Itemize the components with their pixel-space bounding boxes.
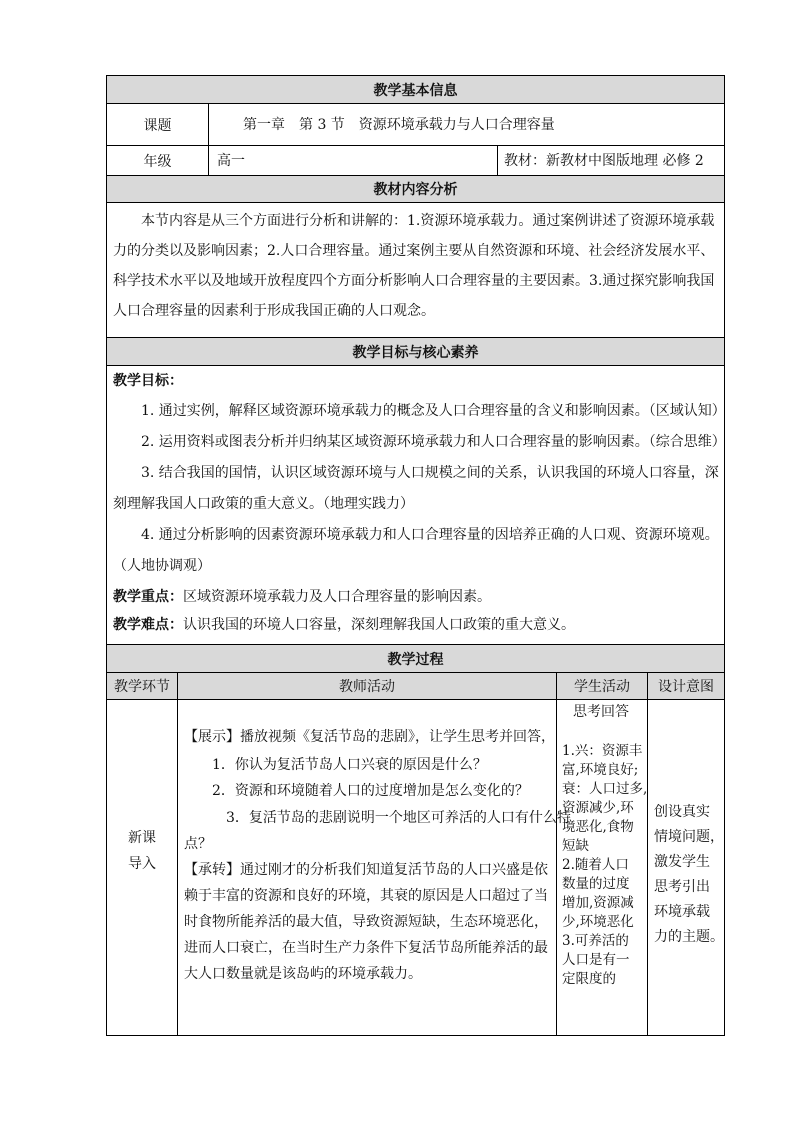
col-header-student [556,672,648,700]
student-line: 境恶化,食物 [562,819,634,835]
col-header-stage-label: 教学环节 [114,679,170,695]
design-intent-cell [647,699,725,1036]
student-line: 数量的过度 [562,876,630,892]
col-header-design [647,672,725,700]
col-header-teacher-label: 教师活动 [339,679,395,695]
teacher-activity-cell [177,699,571,1036]
goal-line: 1. 通过实例，解释区域资源环境承载力的概念及人口合理容量的含义和影响因素。（区域认知） [141,403,726,419]
design-intent-text [654,800,724,950]
student-line: 少,环境恶化 [562,914,634,930]
student-line: 定限度的 [562,971,616,987]
topic-value: 第一章 第 3 节 资源环境承载力与人口合理容量 [243,117,555,133]
stage-line: 导入 [128,856,156,872]
goal-line: 4. 通过分析影响的因素资源环境承载力和人口合理容量的因培养正确的人口观、资源环境观。 [141,527,719,543]
design-line: 力的主题。 [654,929,724,945]
process-title: 教学过程 [387,651,444,668]
student-line: 2.随着人口 [562,857,629,873]
key-point-label: 教学重点： [113,589,183,605]
grade-label: 年级 [143,153,172,170]
stage-cell [106,699,178,1036]
student-line: 短缺 [562,838,589,854]
design-line: 情境问题， [654,829,724,845]
goal-line: 3. 结合我国的国情，认识区域资源环境与人口规模之间的关系，认识我国的环境人口容量，深 [141,465,719,481]
student-line: 增加,资源减 [562,895,634,911]
teacher-line: 点？ [184,836,212,852]
col-header-teacher [177,672,557,700]
student-line: 富,环境良好; [562,762,639,778]
goal-line: 2. 运用资料或图表分析并归纳某区域资源环境承载力和人口合理容量的影响因素。（综合思维） [141,434,726,450]
goal-line: （人地协调观） [113,558,211,574]
design-line: 思考引出 [654,879,710,895]
analysis-line: 科学技术水平以及地域开放程度四个方面分析影响人口合理容量的主要因素。3.通过探究影响我国 [113,273,715,289]
process-header [106,644,725,673]
col-header-stage [106,672,178,700]
topic-label: 课题 [143,117,172,134]
student-line: 资源减少,环 [562,800,634,816]
difficult-point [113,614,575,636]
stage-text [107,825,177,877]
textbook-value: 教材：新教材中图版地理 必修 2 [504,153,704,169]
objectives-title: 教学目标与核心素养 [352,344,479,361]
student-line: 1.兴：资源丰 [562,743,643,759]
teacher-line: 【承转】通过刚才的分析我们知道复活节岛的人口兴盛是依 [184,862,548,878]
design-line: 激发学生 [654,854,710,870]
grade-value-cell [208,145,498,176]
student-activity-cell [556,699,648,1036]
student-title: 思考回答 [573,704,629,720]
key-point [113,586,491,608]
analysis-header [106,175,725,203]
teacher-line: 大人口数量就是该岛屿的环境承载力。 [184,966,422,982]
basic-info-title: 教学基本信息 [373,82,458,99]
teacher-line: 【展示】播放视频《复活节岛的悲剧》，让学生思考并回答， [184,729,555,745]
grade-label-cell [106,145,209,176]
textbook-cell [497,145,725,176]
goals-label: 教学目标： [113,373,183,389]
col-header-student-label: 学生活动 [574,679,630,695]
teacher-line: 赖于丰富的资源和良好的环境，其衰的原因是人口超过了当 [184,888,548,904]
basic-info-header [106,75,725,104]
analysis-body [106,202,725,338]
student-answer [562,742,646,989]
col-header-design-label: 设计意图 [658,679,714,695]
teacher-line: 3．复活节岛的悲剧说明一个地区可养活的人口有什么特 [226,810,571,826]
design-line: 创设真实 [654,804,710,820]
objectives-body [106,365,725,645]
difficult-point-text: 认识我国的环境人口容量，深刻理解我国人口政策的重大意义。 [183,617,575,633]
analysis-title: 教材内容分析 [373,182,458,198]
student-line: 衰：人口过多, [562,781,648,797]
goal-line: 刻理解我国人口政策的重大意义。（地理实践力） [113,496,414,512]
topic-label-cell [106,103,209,146]
objectives-header [106,337,725,366]
analysis-line: 本节内容是从三个方面进行分析和讲解的：1.资源环境承载力。通过案例讲述了资源环境承载 [141,213,715,229]
key-point-text: 区域资源环境承载力及人口合理容量的影响因素。 [183,589,491,605]
teacher-line: 2．资源和环境随着人口的过度增加是怎么变化的？ [212,783,529,799]
grade-value: 高一 [217,153,245,169]
student-line: 3.可养活的 [562,933,629,949]
design-line: 环境承载 [654,904,710,920]
teacher-line: 进而人口衰亡，在当时生产力条件下复活节岛所能养活的最 [184,940,548,956]
teacher-line: 1．你认为复活节岛人口兴衰的原因是什么？ [212,757,487,773]
difficult-point-label: 教学难点： [113,617,183,633]
student-line: 人口是有一 [562,952,630,968]
analysis-line: 人口合理容量的因素利于形成我国正确的人口观念。 [113,303,435,319]
stage-line: 新课 [128,830,156,846]
topic-value-cell [208,103,725,146]
teacher-line: 时食物所能养活的最大值，导致资源短缺，生态环境恶化， [184,914,548,930]
analysis-line: 力的分类以及影响因素；2.人口合理容量。通过案例主要从自然资源和环境、社会经济发展水平、 [113,243,715,259]
